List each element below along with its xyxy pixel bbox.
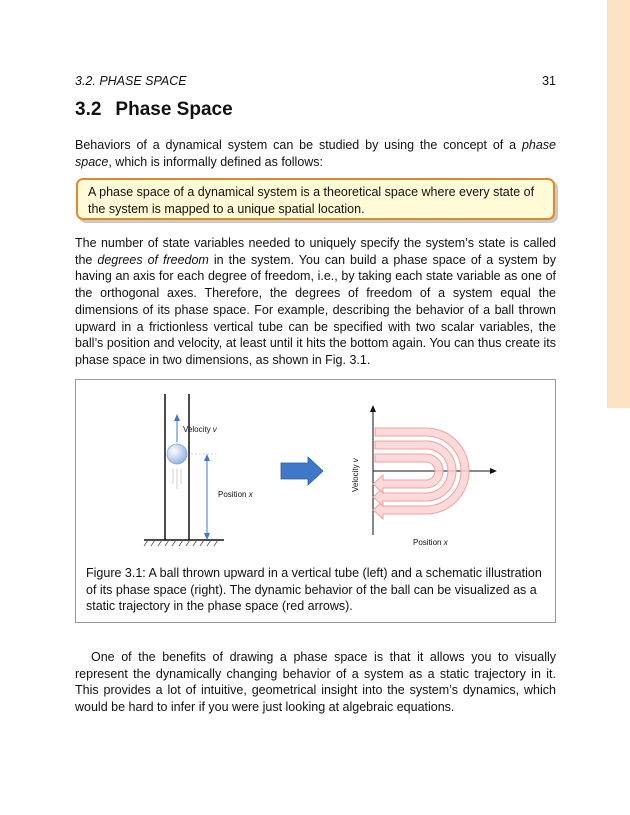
running-head bbox=[75, 74, 556, 90]
section-title: Phase Space bbox=[115, 99, 233, 120]
velocity-label: Velocity v bbox=[183, 425, 217, 434]
page-number: 31 bbox=[542, 74, 556, 88]
phase-x-label: Position x bbox=[413, 538, 448, 547]
transform-arrow-icon bbox=[281, 457, 323, 485]
paragraph-degrees-of-freedom bbox=[75, 235, 556, 369]
intro-text: Behaviors of a dynamical system can be studied by using the concept of a bbox=[75, 138, 522, 152]
trajectory-middle bbox=[373, 441, 456, 506]
intro-text-end: , which is informally defined as follows: bbox=[108, 154, 324, 169]
paragraph2-text: The number of state variables needed to uniquely specify the system’s state is called the bbox=[75, 236, 556, 267]
running-head-section: 3.2. PHASE SPACE bbox=[75, 74, 187, 88]
intro-paragraph bbox=[75, 137, 556, 170]
ground-hatching bbox=[144, 540, 218, 546]
motion-lines bbox=[173, 469, 181, 489]
trajectory-inner bbox=[373, 454, 443, 493]
section-number: 3.2 bbox=[75, 99, 102, 120]
paragraph2-text-end: in the system. You can build a phase space of a system by having an axis for each degree of freedom, i.e., by taking each state variable as one of the orthogonal axes. Therefore, the degrees of freedom of a system equal the dimensions of its phase space. For example, describing the behavior of a ball thrown upward in a frictionless vertical tube can be specified with two scalar variables, the ball’s position and velocity, at least until it hits the bottom again. You can thus create its phase space in two dimensions, as shown in Fig. 3.1. bbox=[75, 252, 557, 367]
trajectory-arrows bbox=[373, 428, 469, 519]
figure-caption: Figure 3.1: A ball thrown upward in a vertical tube (left) and a schematic illustration of its phase space (right). The dynamic behavior of the ball can be visualized as a static trajectory in the phase space (red arrows). bbox=[86, 566, 542, 614]
tube-illustration bbox=[144, 394, 254, 546]
figure-3-1 bbox=[75, 379, 556, 623]
definition-text: A phase space of a dynamical system is a theoretical space where every state of the system is mapped to a unique spatial location. bbox=[88, 185, 535, 216]
section-heading bbox=[75, 99, 233, 121]
paragraph2-emphasis: degrees of freedom bbox=[97, 252, 209, 267]
paragraph-benefits: One of the benefits of drawing a phase space is that it allows you to visually represent the dynamically changing behavior of a system as a static trajectory in it. This provides a lot of intuitive, geometrical insight into the system’s dynamics, which would be hard to infer if you were just looking at algebraic equations. bbox=[75, 650, 556, 715]
phase-y-label: Velocity v bbox=[351, 458, 360, 492]
position-label: Position x bbox=[218, 490, 253, 499]
intro-emphasis: phase space bbox=[75, 138, 556, 169]
phase-space-plot bbox=[351, 408, 494, 547]
ball bbox=[167, 444, 187, 464]
definition-box bbox=[76, 178, 555, 220]
chapter-side-tab bbox=[607, 0, 630, 408]
